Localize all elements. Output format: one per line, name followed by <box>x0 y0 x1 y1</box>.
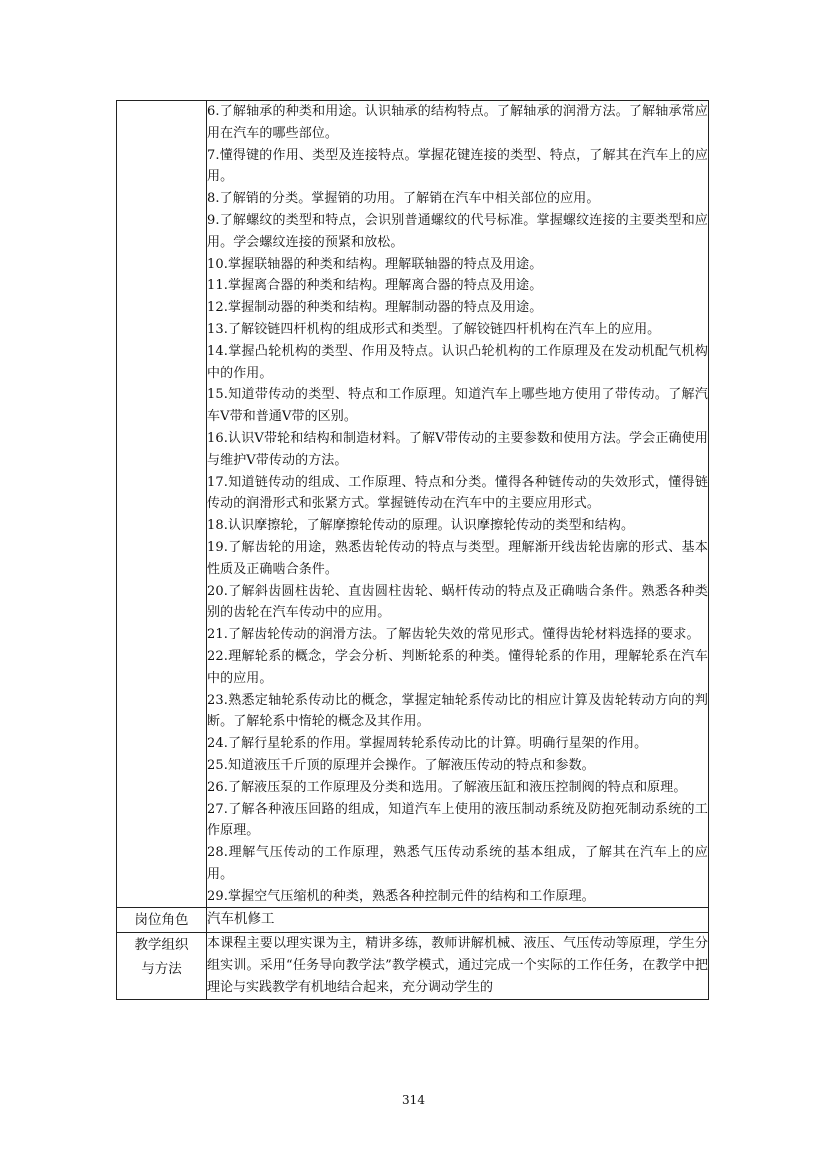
objectives-label-cell <box>117 101 207 908</box>
role-value: 汽车机修工 <box>207 908 709 933</box>
objective-item: 9.了解螺纹的类型和特点，会识别普通螺纹的代号标准。掌握螺纹连接的主要类型和应用。学会螺纹连接的预紧和放松。 <box>207 212 708 250</box>
objective-item: 27.了解各种液压回路的组成，知道汽车上使用的液压制动系统及防抱死制动系统的工作原理。 <box>207 801 708 839</box>
objective-item: 26.了解液压泵的工作原理及分类和选用。了解液压缸和液压控制阀的特点和原理。 <box>207 779 687 795</box>
objective-item: 29.掌握空气压缩机的种类，熟悉各种控制元件的结构和工作原理。 <box>207 888 595 904</box>
objective-item: 23.熟悉定轴轮系传动比的概念，掌握定轴轮系传动比的相应计算及齿轮转动方向的判断。了解轮系中惰轮的概念及其作用。 <box>207 692 708 730</box>
method-label <box>117 933 207 1000</box>
objective-item: 17.知道链传动的组成、工作原理、特点和分类。懂得各种链传动的失效形式，懂得链传动的润滑形式和张紧方式。掌握链传动在汽车中的主要应用形式。 <box>207 474 708 512</box>
course-table <box>116 100 709 1000</box>
objective-item: 15.知道带传动的类型、特点和工作原理。知道汽车上哪些地方使用了带传动。了解汽车V带和普通V带的区别。 <box>207 387 708 425</box>
objective-item: 10.掌握联轴器的种类和结构。理解联轴器的特点及用途。 <box>207 256 543 272</box>
objective-item: 11.掌握离合器的种类和结构。理解离合器的特点及用途。 <box>207 278 543 294</box>
objective-item: 12.掌握制动器的种类和结构。理解制动器的特点及用途。 <box>207 300 543 316</box>
method-label-line1: 教学组织 <box>134 937 189 954</box>
objective-item: 6.了解轴承的种类和用途。认识轴承的结构特点。了解轴承的润滑方法。了解轴承常应用在汽车的哪些部位。 <box>207 104 708 141</box>
method-value: 本课程主要以理实课为主，精讲多练，教师讲解机械、液压、气压传动等原理，学生分组实训。采用“任务导向教学法”教学模式，通过完成一个实际的工作任务，在教学中把理论与实践教学有机地结合起来，充分调动学生的 <box>207 933 709 1000</box>
role-label: 岗位角色 <box>117 908 207 933</box>
objective-item: 24.了解行星轮系的作用。掌握周转轮系传动比的计算。明确行星架的作用。 <box>207 736 648 752</box>
method-label-line2: 与方法 <box>141 961 182 978</box>
objective-item: 25.知道液压千斤顶的原理并会操作。了解液压传动的特点和参数。 <box>207 757 595 773</box>
method-row <box>117 933 709 1000</box>
objective-item: 7.懂得键的作用、类型及连接特点。掌握花键连接的类型、特点，了解其在汽车上的应用。 <box>207 147 708 185</box>
objectives-cell <box>207 101 709 908</box>
objective-item: 8.了解销的分类。掌握销的功用。了解销在汽车中相关部位的应用。 <box>207 191 600 207</box>
objective-item: 18.认识摩擦轮，了解摩擦轮传动的原理。认识摩擦轮传动的类型和结构。 <box>207 518 635 534</box>
objective-item: 20.了解斜齿圆柱齿轮、直齿圆柱齿轮、蜗杆传动的特点及正确啮合条件。熟悉各种类别的齿轮在汽车传动中的应用。 <box>207 583 708 621</box>
page-number: 314 <box>402 1093 425 1107</box>
objective-item: 19.了解齿轮的用途，熟悉齿轮传动的特点与类型。理解渐开线齿轮齿廓的形式、基本性质及正确啮合条件。 <box>207 539 708 577</box>
objective-item: 28.理解气压传动的工作原理，熟悉气压传动系统的基本组成，了解其在汽车上的应用。 <box>207 845 708 882</box>
objective-item: 22.理解轮系的概念，学会分析、判断轮系的种类。懂得轮系的作用，理解轮系在汽车中的应用。 <box>207 648 708 686</box>
role-row <box>117 908 709 933</box>
objective-item: 14.掌握凸轮机构的类型、作用及特点。认识凸轮机构的工作原理及在发动机配气机构中的作用。 <box>207 343 708 381</box>
objective-item: 13.了解铰链四杆机构的组成形式和类型。了解铰链四杆机构在汽车上的应用。 <box>207 321 661 337</box>
objective-item: 21.了解齿轮传动的润滑方法。了解齿轮失效的常见形式。懂得齿轮材料选择的要求。 <box>207 627 700 643</box>
objective-item: 16.认识V带轮和结构和制造材料。了解V带传动的主要参数和使用方法。学会正确使用与维护V带传动的方法。 <box>207 430 708 468</box>
objectives-row <box>117 101 709 908</box>
